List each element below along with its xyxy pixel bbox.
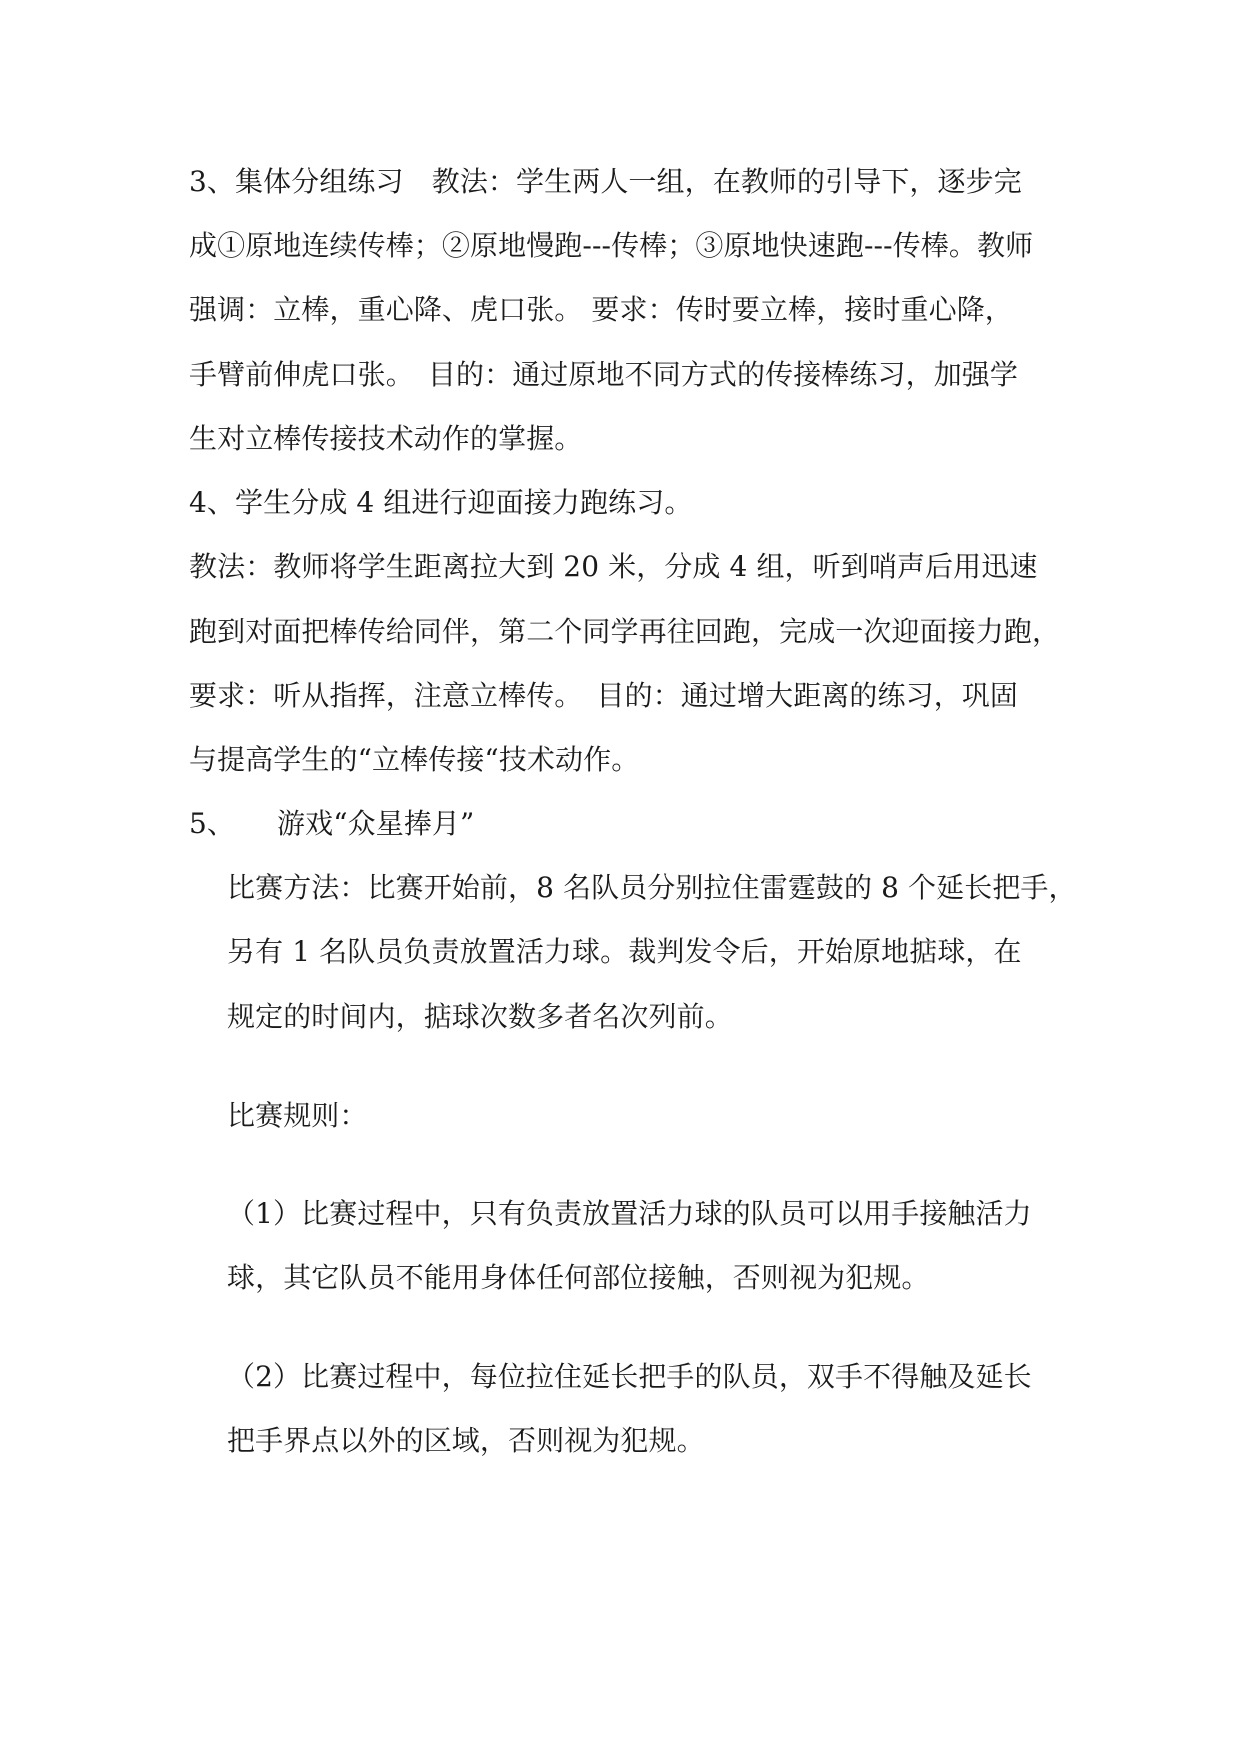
section3-line-2: 成①原地连续传棒；②原地慢跑---传棒；③原地快速跑---传棒。教师 — [189, 229, 1034, 262]
section4-heading: 4、学生分成 4 组进行迎面接力跑练习。 — [189, 486, 693, 519]
method-line-1: 比赛方法：比赛开始前，8 名队员分别拉住雷霆鼓的 8 个延长把手， — [227, 871, 1077, 904]
rules-heading: 比赛规则： — [227, 1099, 368, 1132]
section5-heading — [189, 807, 1055, 840]
rule1-line-1: （1）比赛过程中，只有负责放置活力球的队员可以用手接触活力 — [227, 1197, 1032, 1230]
section4-line-1: 教法：教师将学生距离拉大到 20 米，分成 4 组，听到哨声后用迅速 — [189, 550, 1038, 583]
method-line-2: 另有 1 名队员负责放置活力球。裁判发令后，开始原地掂球，在 — [227, 935, 1022, 968]
section4-line-3: 要求：听从指挥，注意立棒传。 目的：通过增大距离的练习，巩固 — [189, 679, 1019, 712]
section4-line-2: 跑到对面把棒传给同伴，第二个同学再往回跑，完成一次迎面接力跑， — [189, 615, 1061, 648]
section3-line-4: 手臂前伸虎口张。 目的：通过原地不同方式的传接棒练习，加强学 — [189, 358, 1019, 391]
rule2-line-1: （2）比赛过程中，每位拉住延长把手的队员，双手不得触及延长 — [227, 1360, 1032, 1393]
section4-line-4: 与提高学生的“立棒传接“技术动作。 — [189, 743, 640, 776]
section5-title: 游戏“众星捧月” — [277, 807, 475, 840]
section3-line-5: 生对立棒传接技术动作的掌握。 — [189, 422, 583, 455]
section5-number: 5、 — [189, 807, 236, 840]
method-line-3: 规定的时间内，掂球次数多者名次列前。 — [227, 1000, 733, 1033]
section3-line-1: 3、集体分组练习 教法：学生两人一组，在教师的引导下，逐步完 — [189, 165, 1022, 198]
rule2-line-2: 把手界点以外的区域，否则视为犯规。 — [227, 1424, 705, 1457]
rule1-line-2: 球，其它队员不能用身体任何部位接触，否则视为犯规。 — [227, 1261, 930, 1294]
section3-line-3: 强调：立棒，重心降、虎口张。 要求：传时要立棒，接时重心降， — [189, 293, 1013, 326]
